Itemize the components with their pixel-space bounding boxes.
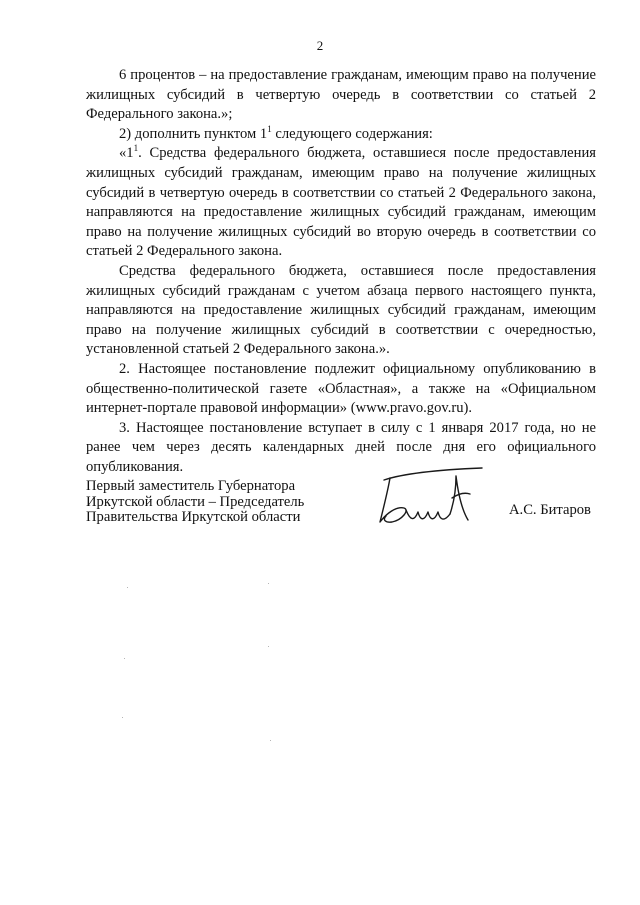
point-1-1-number: «1: [119, 145, 134, 162]
signatory-title-line: Первый заместитель Губернатора: [86, 478, 296, 494]
paragraph-amend-point: [86, 125, 596, 145]
amend-point-text-end: следующего содержания:: [271, 125, 433, 142]
paragraph-subsidy-percent: 6 процентов – на предоставление гражданам, имеющим право на получение жилищных субсидий в четвертую очередь в соответствии со статьей 2 Федерального закона.»;: [86, 67, 596, 123]
signatory-title-line: Иркутской области – Председатель: [86, 493, 305, 510]
scan-speck: [268, 583, 269, 584]
document-body: [86, 66, 596, 477]
page-number: 2: [316, 38, 324, 53]
signatory-title-line: Правительства Иркутской области: [86, 509, 301, 525]
scan-speck: [127, 587, 128, 588]
point-1-1-superscript: 1: [133, 143, 139, 154]
handwritten-signature: [372, 462, 502, 532]
scan-speck: [270, 740, 271, 741]
scan-speck: [268, 646, 269, 647]
point-1-1-text: . Средства федерального бюджета, оставшиеся после предоставления жилищных субсидий гражданам, имеющим право на получение жилищных субсидий в четвертую очередь в соответствии со статьей 2 Федерального закона, направляются на предоставление жилищных субсидий гражданам, имеющим право на получение жилищных субсидий во вторую очередь в соответствии со статьей 2 Федерального закона.: [86, 145, 596, 260]
paragraph-publication: 2. Настоящее постановление подлежит официальному опубликованию в общественно-политической газете «Областная», а также на «Официальном интернет-портале правовой информации» (www.pravo.gov.ru).: [86, 360, 596, 417]
amend-point-text: 2) дополнить пунктом 1: [119, 125, 268, 142]
scan-speck: [124, 658, 125, 659]
signatory-title: [86, 479, 304, 526]
paragraph-remaining-funds: Средства федерального бюджета, оставшиеся после предоставления жилищных субсидий гражданам с учетом абзаца первого настоящего пункта, направляются на предоставление жилищных субсидий гражданам, имеющим право на получение жилищных субсидий в соответствии с очередностью, установленной статьей 2 Федерального закона.».: [86, 262, 596, 358]
paragraph-point-1-1: [86, 144, 596, 262]
paragraph-effective-date: 3. Настоящее постановление вступает в силу с 1 января 2017 года, но не ранее чем через десять календарных дней после дня его официального опубликования.: [86, 419, 596, 475]
scan-speck: [122, 717, 123, 718]
signatory-name: А.С. Битаров: [509, 502, 591, 518]
amend-point-superscript: 1: [267, 123, 272, 134]
